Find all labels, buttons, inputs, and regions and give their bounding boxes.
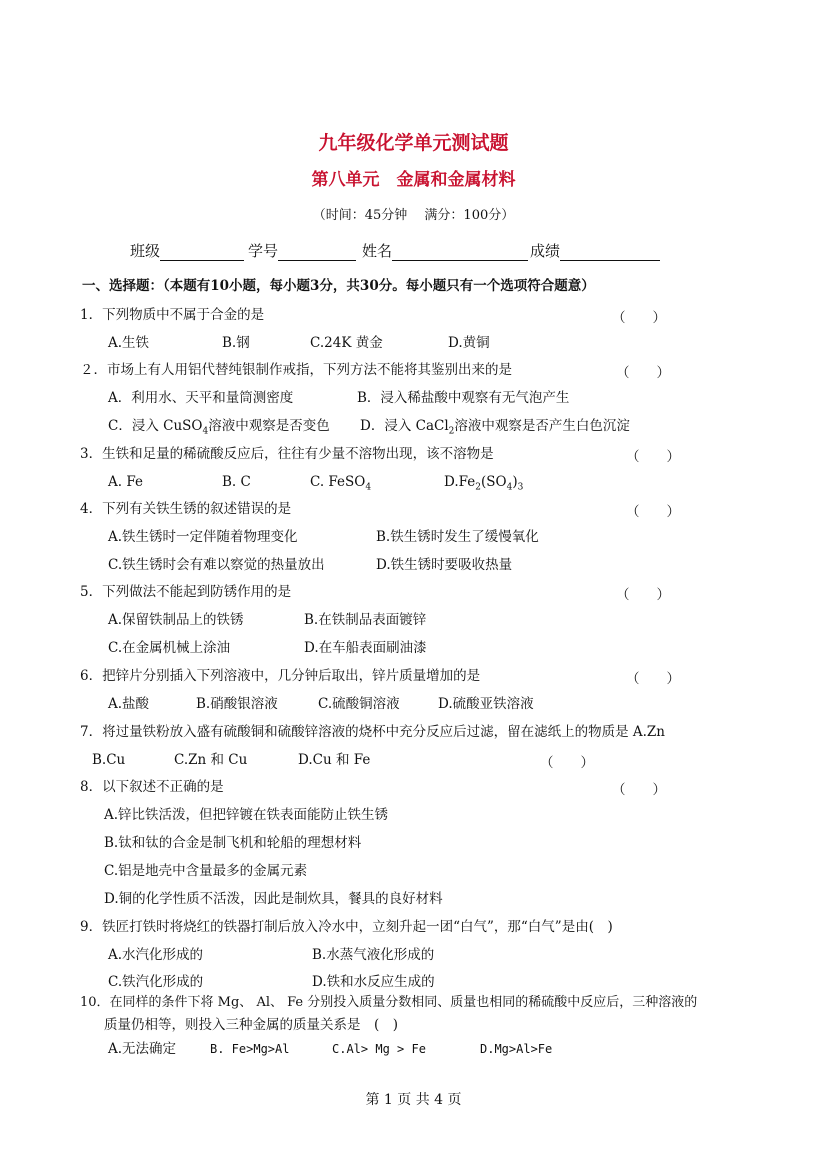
q7-option-d[interactable]: D.Cu 和 Fe bbox=[298, 752, 371, 768]
class-label: 班级 bbox=[130, 242, 161, 260]
q9-option-c[interactable]: C.铁汽化形成的 bbox=[108, 974, 204, 990]
q3-stem: 3．生铁和足量的稀硫酸反应后，往往有少量不溶物出现，该不溶物是 bbox=[80, 446, 494, 462]
q10-stem-line2: 质量仍相等，则投入三种金属的质量关系是 ( ) bbox=[104, 1017, 399, 1033]
q4-option-d[interactable]: D.铁生锈时要吸收热量 bbox=[376, 557, 513, 573]
q1-stem: 1．下列物质中不属于合金的是 bbox=[80, 307, 265, 323]
q6-option-d[interactable]: D.硫酸亚铁溶液 bbox=[438, 696, 534, 712]
unit-subtitle: 第八单元 金属和金属材料 bbox=[311, 170, 516, 190]
q2-option-a[interactable]: A．利用水、天平和量筒测密度 bbox=[108, 390, 294, 406]
score-blank[interactable] bbox=[560, 244, 660, 261]
q5-stem: 5．下列做法不能起到防锈作用的是 bbox=[80, 584, 292, 600]
q8-option-d[interactable]: D.铜的化学性质不活泼，因此是制炊具，餐具的良好材料 bbox=[104, 891, 443, 907]
class-blank[interactable] bbox=[160, 244, 244, 261]
q2-option-d[interactable]: D．浸入 CaCl$_2$溶液中观察是否产生白色沉淀 bbox=[360, 418, 630, 437]
q10-option-a[interactable]: A.无法确定 bbox=[108, 1041, 177, 1057]
q9-stem: 9．铁匠打铁时将烧红的铁器打制后放入冷水中，立刻升起一团“白气”，那“白气”是由( ) bbox=[80, 919, 613, 935]
q2-option-b[interactable]: B．浸入稀盐酸中观察有无气泡产生 bbox=[357, 390, 570, 406]
student-number-blank[interactable] bbox=[278, 244, 356, 261]
q5-answer-box[interactable]: （ ） bbox=[616, 587, 670, 603]
q2-option-c[interactable]: C．浸入 CuSO$_4$溶液中观察是否变色 bbox=[108, 418, 330, 437]
q5-option-d[interactable]: D.在车船表面刷油漆 bbox=[304, 640, 427, 656]
q6-option-b[interactable]: B.硝酸银溶液 bbox=[196, 696, 278, 712]
q8-option-b[interactable]: B.钛和钛的合金是制飞机和轮船的理想材料 bbox=[104, 835, 362, 851]
score-field bbox=[530, 240, 660, 261]
q9-option-b[interactable]: B.水蒸气液化形成的 bbox=[312, 947, 435, 963]
name-blank[interactable] bbox=[392, 244, 528, 261]
q1-option-a[interactable]: A.生铁 bbox=[108, 335, 150, 351]
q7-option-c[interactable]: C.Zn 和 Cu bbox=[174, 752, 248, 768]
q4-option-c[interactable]: C.铁生锈时会有难以察觉的热量放出 bbox=[108, 557, 325, 573]
page-title: 九年级化学单元测试题 bbox=[318, 132, 509, 154]
q4-option-a[interactable]: A.铁生锈时一定伴随着物理变化 bbox=[108, 529, 298, 545]
q10-stem-line1: 10．在同样的条件下将 Mg、 Al、 Fe 分别投入质量分数相同、质量也相同的稀硫酸中反应后，三种溶液的 bbox=[80, 995, 698, 1010]
q1-option-b[interactable]: B.钢 bbox=[222, 335, 250, 351]
q8-option-c[interactable]: C.铝是地壳中含量最多的金属元素 bbox=[104, 863, 308, 879]
q8-stem: 8．以下叙述不正确的是 bbox=[80, 779, 224, 795]
q1-option-c[interactable]: C.24K 黄金 bbox=[310, 335, 383, 351]
q2-stem: ２．市场上有人用铝代替纯银制作戒指，下列方法不能将其鉴别出来的是 bbox=[80, 362, 512, 378]
exam-info: （时间：45分钟 满分：100分） bbox=[312, 208, 515, 223]
q7-option-b[interactable]: B.Cu bbox=[92, 752, 126, 768]
q7-stem: 7．将过量铁粉放入盛有硫酸铜和硫酸锌溶液的烧杯中充分反应后过滤，留在滤纸上的物质是 A.Zn bbox=[80, 724, 665, 740]
q1-option-d[interactable]: D.黄铜 bbox=[448, 335, 490, 351]
q4-option-b[interactable]: B.铁生锈时发生了缓慢氧化 bbox=[376, 529, 539, 545]
q2-answer-box[interactable]: （ ） bbox=[616, 365, 670, 381]
name-field bbox=[362, 240, 528, 261]
student-number-field bbox=[248, 240, 356, 261]
q4-answer-box[interactable]: （ ） bbox=[626, 504, 680, 520]
q3-option-d[interactable]: $D.Fe_2(SO_4)_3$ bbox=[444, 474, 524, 493]
q9-option-a[interactable]: A.水汽化形成的 bbox=[108, 947, 204, 963]
q8-answer-box[interactable]: （ ） bbox=[612, 782, 666, 798]
q5-option-b[interactable]: B.在铁制品表面镀锌 bbox=[304, 612, 427, 628]
q6-option-a[interactable]: A.盐酸 bbox=[108, 696, 150, 712]
q7-answer-box[interactable]: （ ） bbox=[540, 755, 594, 771]
q1-answer-box[interactable]: （ ） bbox=[612, 310, 666, 326]
name-label: 姓名 bbox=[362, 242, 393, 260]
q10-option-c[interactable]: C.Al> Mg > Fe bbox=[332, 1042, 426, 1056]
q6-option-c[interactable]: C.硫酸铜溶液 bbox=[318, 696, 400, 712]
q4-stem: 4．下列有关铁生锈的叙述错误的是 bbox=[80, 501, 292, 517]
q10-option-d[interactable]: D.Mg>Al>Fe bbox=[480, 1042, 553, 1056]
section-heading: 一、选择题：（本题有10小题，每小题3分，共30分。每小题只有一个选项符合题意） bbox=[82, 278, 595, 294]
q3-answer-box[interactable]: （ ） bbox=[626, 449, 680, 465]
q5-option-c[interactable]: C.在金属机械上涂油 bbox=[108, 640, 231, 656]
q8-option-a[interactable]: A.锌比铁活泼，但把锌镀在铁表面能防止铁生锈 bbox=[104, 807, 389, 823]
q10-option-b[interactable]: B. Fe>Mg>Al bbox=[210, 1042, 290, 1056]
q6-stem: 6．把锌片分别插入下列溶液中，几分钟后取出，锌片质量增加的是 bbox=[80, 668, 481, 684]
score-label: 成绩 bbox=[530, 242, 561, 260]
page-footer: 第 1 页 共 4 页 bbox=[365, 1092, 462, 1108]
q3-option-a[interactable]: A. Fe bbox=[108, 474, 143, 490]
q3-option-b[interactable]: B. C bbox=[222, 474, 251, 490]
q9-option-d[interactable]: D.铁和水反应生成的 bbox=[312, 974, 435, 990]
student-number-label: 学号 bbox=[248, 242, 279, 260]
q5-option-a[interactable]: A.保留铁制品上的铁锈 bbox=[108, 612, 244, 628]
class-field bbox=[130, 240, 244, 261]
q6-answer-box[interactable]: （ ） bbox=[626, 671, 680, 687]
q3-option-c[interactable]: C. FeSO$_4$ bbox=[310, 474, 372, 493]
